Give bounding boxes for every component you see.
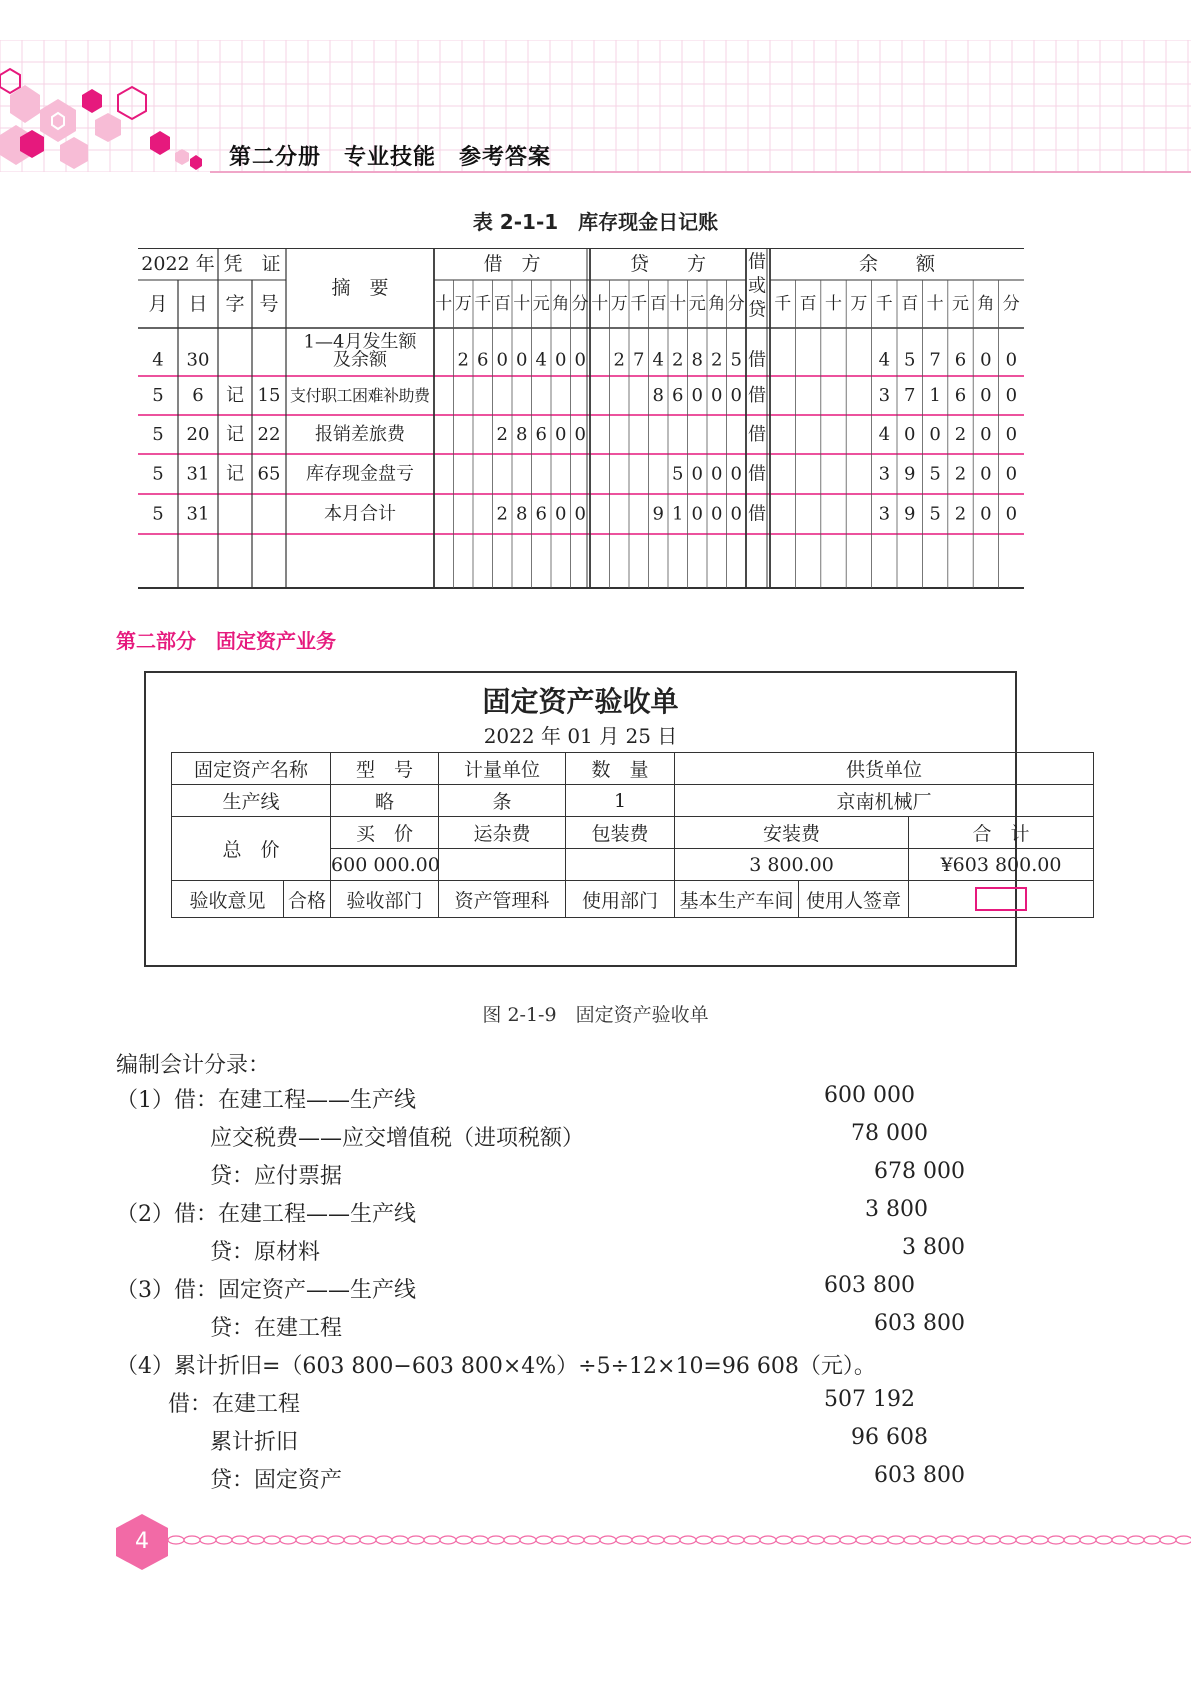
ledger-digit: 0 <box>1005 503 1018 525</box>
form-cell: 使用人签章 <box>799 881 909 918</box>
ledger-digit-label: 十 <box>591 294 609 314</box>
form-row-header <box>172 753 1094 785</box>
chain-link <box>216 1536 232 1544</box>
entry-amount: 78 000 <box>851 1121 928 1146</box>
form-title: 固定资产验收单 <box>482 685 679 718</box>
ledger-digit-label: 十 <box>825 294 842 314</box>
ledger-digit: 5 <box>929 463 941 485</box>
chain-link <box>472 1536 488 1544</box>
ledger-digit: 0 <box>1005 424 1018 445</box>
form-row-acceptance <box>172 881 1094 918</box>
entry-amount: 3 800 <box>865 1197 928 1222</box>
form-cell: 1 <box>566 785 675 817</box>
chain-link <box>456 1536 472 1544</box>
form-row-values <box>172 785 1094 817</box>
ledger-cell-summary: 报销差旅费 <box>315 424 405 445</box>
form-date: 2022 年 01 月 25 日 <box>483 724 678 748</box>
ledger-digit-label: 百 <box>799 294 817 314</box>
ledger-digit: 0 <box>980 503 992 525</box>
ledger-digit-label: 角 <box>708 294 726 314</box>
ledger-head-debit: 借 方 <box>483 253 541 275</box>
ledger-cell-dc: 借 <box>748 385 766 406</box>
ledger-digit: 0 <box>1005 463 1018 485</box>
ledger-digit: 0 <box>516 349 528 371</box>
ledger-digit: 0 <box>691 385 703 406</box>
ledger-head-dc: 或 <box>748 275 766 297</box>
chain-link <box>616 1536 632 1544</box>
ledger-digit-label: 千 <box>474 294 492 314</box>
chain-link <box>888 1536 904 1544</box>
ledger-cell-summary: 库存现金盘亏 <box>306 463 414 485</box>
chain-link <box>168 1536 184 1544</box>
chain-link <box>488 1536 504 1544</box>
ledger-digit: 2 <box>457 349 469 371</box>
ledger-digit: 0 <box>691 503 703 525</box>
ledger-cell-day: 30 <box>186 349 210 371</box>
ledger-cell-zi: 记 <box>226 424 244 445</box>
entry-amount: 603 800 <box>874 1463 965 1488</box>
ledger-digit: 0 <box>574 349 586 371</box>
ledger-digit-label: 十 <box>435 294 453 314</box>
ledger-digit: 5 <box>903 349 916 371</box>
ledger-cell-dc: 借 <box>748 349 766 371</box>
form-cell: 条 <box>439 785 566 817</box>
chain-link <box>360 1536 376 1544</box>
ledger-digit: 2 <box>954 424 967 445</box>
ledger-digit: 2 <box>496 503 508 525</box>
ledger-digit: 6 <box>535 424 547 445</box>
ledger-digit: 0 <box>555 503 567 525</box>
total-price-label: 总 价 <box>172 817 331 881</box>
entry-line: （4）累计折旧=（603 800−603 800×4%）÷5÷12×10=96 608（元）。 <box>116 1354 876 1379</box>
ledger-digit-label: 百 <box>901 294 919 314</box>
entry-line: （3）借：固定资产——生产线 <box>116 1278 416 1303</box>
ledger-cell-summary: 支付职工困难补助费 <box>290 386 430 405</box>
chain-link <box>904 1536 920 1544</box>
ledger-digit: 7 <box>633 349 645 371</box>
chain-link <box>968 1536 984 1544</box>
ledger-digit-label: 元 <box>952 294 969 314</box>
ledger-cell-month: 4 <box>152 349 164 371</box>
signature-cell[interactable] <box>909 881 1094 918</box>
form-cell: 运杂费 <box>439 817 566 849</box>
ledger-digit: 0 <box>903 424 916 445</box>
ledger-cell-day: 31 <box>186 503 210 525</box>
ledger-digit-label: 千 <box>630 294 648 314</box>
ledger-digit: 2 <box>496 424 508 445</box>
chain-link <box>552 1536 568 1544</box>
ledger-head-balance: 余 额 <box>858 253 936 275</box>
ledger-head-summary: 摘 要 <box>331 277 389 299</box>
footer-chain-decoration-icon <box>168 1530 1191 1550</box>
ledger-digit: 2 <box>613 349 625 371</box>
chain-link <box>184 1536 200 1544</box>
ledger-digit: 0 <box>980 385 992 406</box>
ledger-digit: 3 <box>878 503 891 525</box>
ledger-head-zi: 字 <box>225 293 245 315</box>
form-cell: 略 <box>331 785 439 817</box>
form-cell: 生产线 <box>172 785 331 817</box>
chain-link <box>264 1536 280 1544</box>
chain-link <box>824 1536 840 1544</box>
figure-caption: 图 2-1-9 固定资产验收单 <box>482 1004 709 1026</box>
ledger-head-day: 日 <box>188 293 208 315</box>
form-cell: 计量单位 <box>439 753 566 785</box>
chain-link <box>952 1536 968 1544</box>
ledger-digit-label: 十 <box>669 294 687 314</box>
ledger-digit: 9 <box>652 503 664 525</box>
entry-line: 贷：原材料 <box>210 1240 321 1265</box>
hexagon-decoration-icon <box>0 55 215 175</box>
entry-line: 累计折旧 <box>210 1430 299 1455</box>
chain-link <box>248 1536 264 1544</box>
entry-line: 借：在建工程 <box>168 1392 301 1417</box>
ledger-digit: 0 <box>691 463 703 485</box>
ledger-digit: 6 <box>954 385 967 406</box>
chain-link <box>280 1536 296 1544</box>
chain-link <box>808 1536 824 1544</box>
ledger-digit: 1 <box>929 385 941 406</box>
chain-link <box>1064 1536 1080 1544</box>
entry-line: 贷：固定资产 <box>210 1468 343 1493</box>
ledger-cell-summary: 本月合计 <box>324 503 396 525</box>
chain-link <box>984 1536 1000 1544</box>
ledger-digit: 0 <box>574 503 586 525</box>
ledger-caption: 表 2-1-1 库存现金日记账 <box>472 210 719 234</box>
chain-link <box>344 1536 360 1544</box>
form-cell <box>439 849 566 881</box>
ledger-digit: 0 <box>980 424 992 445</box>
form-cell: 合格 <box>284 881 331 918</box>
ledger-digit: 9 <box>903 503 916 525</box>
ledger-digit-label: 千 <box>774 294 792 314</box>
ledger-digit-label: 万 <box>454 294 472 314</box>
ledger-cell-day: 20 <box>186 424 210 445</box>
chain-link <box>424 1536 440 1544</box>
chain-link <box>584 1536 600 1544</box>
form-cell: 固定资产名称 <box>172 753 331 785</box>
chain-link <box>232 1536 248 1544</box>
chain-link <box>664 1536 680 1544</box>
signature-box[interactable] <box>975 887 1027 911</box>
ledger-digit-label: 千 <box>875 294 893 314</box>
entries-intro: 编制会计分录： <box>116 1053 271 1078</box>
entry-amount: 600 000 <box>824 1083 915 1108</box>
entry-amount: 507 192 <box>824 1387 915 1412</box>
chain-link <box>1016 1536 1032 1544</box>
chain-link <box>1160 1536 1176 1544</box>
ledger-digit: 2 <box>672 349 684 371</box>
form-cell: 资产管理科 <box>439 881 566 918</box>
chain-link <box>1096 1536 1112 1544</box>
ledger-digit: 0 <box>730 463 742 485</box>
entry-amount: 678 000 <box>874 1159 965 1184</box>
chain-link <box>600 1536 616 1544</box>
ledger-digit: 8 <box>652 385 664 406</box>
form-cell: 600 000.00 <box>331 849 439 881</box>
ledger-digit: 0 <box>555 349 567 371</box>
ledger-digit: 5 <box>672 463 684 485</box>
chain-link <box>536 1536 552 1544</box>
ledger-head-year: 2022 年 <box>141 253 215 275</box>
ledger-digit-label: 十 <box>513 294 531 314</box>
ledger-digit: 6 <box>535 503 547 525</box>
ledger-digit: 0 <box>1005 385 1018 406</box>
ledger-cell-hao: 22 <box>257 424 281 445</box>
form-cell: 供货单位 <box>675 753 1094 785</box>
entry-amount: 603 800 <box>874 1311 965 1336</box>
chain-link <box>760 1536 776 1544</box>
chain-link <box>1112 1536 1128 1544</box>
ledger-digit: 8 <box>516 424 528 445</box>
ledger-cell-summary: 及余额 <box>333 349 387 371</box>
ledger-cell-zi: 记 <box>226 463 244 485</box>
ledger-digit: 0 <box>980 463 992 485</box>
form-cell: 型 号 <box>331 753 439 785</box>
entry-line: 应交税费——应交增值税（进项税额） <box>210 1126 585 1151</box>
chain-link <box>696 1536 712 1544</box>
ledger-digit: 1 <box>672 503 684 525</box>
form-cell: 验收部门 <box>331 881 439 918</box>
ledger-head-dc: 借 <box>748 251 766 273</box>
chain-link <box>920 1536 936 1544</box>
chain-link <box>1048 1536 1064 1544</box>
ledger-digit: 7 <box>903 385 916 406</box>
ledger-digit: 0 <box>1005 349 1018 371</box>
ledger-head-voucher: 凭 证 <box>223 253 281 275</box>
ledger-digit: 0 <box>730 385 742 406</box>
page-number: 4 <box>135 1529 149 1554</box>
entry-amount: 603 800 <box>824 1273 915 1298</box>
ledger-digit: 9 <box>903 463 916 485</box>
ledger-cell-hao: 15 <box>257 385 281 406</box>
entry-line: 贷：在建工程 <box>210 1316 343 1341</box>
ledger-cell-zi: 记 <box>226 385 244 406</box>
ledger-digit-label: 分 <box>1002 294 1020 314</box>
ledger-digit: 8 <box>691 349 703 371</box>
ledger-digit: 2 <box>954 503 967 525</box>
chain-link <box>648 1536 664 1544</box>
ledger-cell-day: 6 <box>192 385 204 406</box>
chain-link <box>1176 1536 1191 1544</box>
ledger-head-credit: 贷 方 <box>629 253 707 275</box>
ledger-digit-label: 分 <box>571 294 589 314</box>
header-rule <box>210 171 1191 173</box>
ledger-digit: 0 <box>929 424 941 445</box>
ledger-digit-label: 角 <box>552 294 570 314</box>
ledger-head-month: 月 <box>148 293 168 315</box>
chain-link <box>1032 1536 1048 1544</box>
chain-link <box>520 1536 536 1544</box>
ledger-digit: 0 <box>730 503 742 525</box>
chain-link <box>1128 1536 1144 1544</box>
ledger-digit: 6 <box>477 349 489 371</box>
form-cell: 京南机械厂 <box>675 785 1094 817</box>
ledger-cell-dc: 借 <box>748 424 766 445</box>
ledger-digit-label: 元 <box>688 294 706 314</box>
chain-link <box>328 1536 344 1544</box>
header-title: 第二分册 专业技能 参考答案 <box>229 145 552 170</box>
form-cell: 数 量 <box>566 753 675 785</box>
form-cell: 验收意见 <box>172 881 284 918</box>
ledger-digit: 5 <box>730 349 742 371</box>
chain-link <box>1080 1536 1096 1544</box>
chain-link <box>1000 1536 1016 1544</box>
ledger-cell-month: 5 <box>152 503 164 525</box>
ledger-digit-label: 分 <box>727 294 745 314</box>
ledger-digit: 0 <box>980 349 992 371</box>
ledger-digit: 2 <box>711 349 723 371</box>
ledger-cell-dc: 借 <box>748 463 766 485</box>
ledger-digit: 3 <box>878 463 891 485</box>
ledger-digit-label: 十 <box>926 294 944 314</box>
chain-link <box>1144 1536 1160 1544</box>
ledger-digit: 4 <box>878 424 891 445</box>
ledger-cell-dc: 借 <box>748 503 766 525</box>
ledger-digit: 6 <box>954 349 967 371</box>
chain-link <box>408 1536 424 1544</box>
chain-link <box>568 1536 584 1544</box>
form-cell <box>566 849 675 881</box>
ledger-digit: 6 <box>672 385 684 406</box>
ledger-cell-month: 5 <box>152 463 164 485</box>
ledger-digit-label: 百 <box>649 294 667 314</box>
form-cell: 合 计 <box>909 817 1094 849</box>
chain-link <box>744 1536 760 1544</box>
chain-link <box>936 1536 952 1544</box>
chain-link <box>504 1536 520 1544</box>
ledger-digit: 0 <box>711 503 723 525</box>
entry-line: （2）借：在建工程——生产线 <box>116 1202 416 1227</box>
form-row-cost-labels <box>172 817 1094 849</box>
chain-link <box>712 1536 728 1544</box>
ledger-cell-month: 5 <box>152 385 164 406</box>
ledger-digit: 0 <box>711 463 723 485</box>
ledger-head-dc: 贷 <box>748 299 766 321</box>
entry-line: 贷：应付票据 <box>210 1164 343 1189</box>
ledger-digit: 0 <box>555 424 567 445</box>
form-cell: 使用部门 <box>566 881 675 918</box>
ledger-digit-label: 万 <box>850 294 868 314</box>
ledger-digit-label: 角 <box>977 294 995 314</box>
form-cell: 安装费 <box>675 817 909 849</box>
form-cell: 3 800.00 <box>675 849 909 881</box>
ledger-digit: 8 <box>516 503 528 525</box>
section-title: 第二部分 固定资产业务 <box>116 629 336 653</box>
entry-line: （1）借：在建工程——生产线 <box>116 1088 416 1113</box>
ledger-digit: 2 <box>954 463 967 485</box>
chain-link <box>728 1536 744 1544</box>
acceptance-form-table <box>171 752 1094 918</box>
ledger-digit: 4 <box>535 349 547 371</box>
ledger-digit: 0 <box>574 424 586 445</box>
chain-link <box>792 1536 808 1544</box>
ledger-digit: 0 <box>496 349 508 371</box>
ledger-digit: 0 <box>711 385 723 406</box>
ledger-digit: 4 <box>878 349 891 371</box>
ledger-cell-day: 31 <box>186 463 210 485</box>
chain-link <box>440 1536 456 1544</box>
chain-link <box>200 1536 216 1544</box>
form-cell: 基本生产车间 <box>675 881 799 918</box>
chain-link <box>840 1536 856 1544</box>
entry-amount: 3 800 <box>902 1235 965 1260</box>
chain-link <box>856 1536 872 1544</box>
form-cell: 买 价 <box>331 817 439 849</box>
ledger-digit-label: 百 <box>493 294 511 314</box>
ledger-digit: 4 <box>652 349 664 371</box>
ledger-digit: 5 <box>929 503 941 525</box>
cash-journal-table <box>138 248 1024 598</box>
chain-link <box>632 1536 648 1544</box>
chain-link <box>392 1536 408 1544</box>
ledger-digit: 3 <box>878 385 891 406</box>
chain-link <box>312 1536 328 1544</box>
ledger-head-hao: 号 <box>259 293 279 315</box>
chain-link <box>776 1536 792 1544</box>
chain-link <box>872 1536 888 1544</box>
form-cell: 包装费 <box>566 817 675 849</box>
form-cell: ¥603 800.00 <box>909 849 1094 881</box>
ledger-cell-month: 5 <box>152 424 164 445</box>
chain-link <box>296 1536 312 1544</box>
ledger-digit-label: 万 <box>610 294 628 314</box>
ledger-digit: 7 <box>929 349 941 371</box>
entry-amount: 96 608 <box>851 1425 928 1450</box>
chain-link <box>376 1536 392 1544</box>
ledger-digit-label: 元 <box>532 294 550 314</box>
ledger-cell-summary: 1—4月发生额 <box>303 331 417 353</box>
chain-link <box>680 1536 696 1544</box>
ledger-cell-hao: 65 <box>257 463 281 485</box>
